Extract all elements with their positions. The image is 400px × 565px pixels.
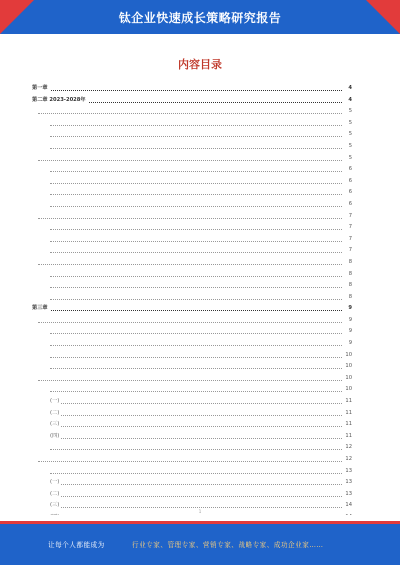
toc-entry[interactable] — [30, 129, 352, 141]
toc-entry-page: 8 — [348, 258, 352, 265]
toc-entry-page: 9 — [348, 328, 352, 335]
toc-entry[interactable] — [30, 164, 352, 176]
report-title: 钛企业快速成长策略研究报告 — [118, 11, 282, 25]
toc-entry-label: (四) — [50, 431, 61, 443]
toc-entry-page: 10 — [345, 363, 352, 370]
toc-entry-label: (一) — [50, 477, 61, 489]
toc-leader-dots — [50, 136, 342, 137]
toc-entry-label: (三) — [50, 419, 61, 431]
toc-entry-page: 13 — [345, 479, 352, 486]
page-number: 1 — [198, 509, 202, 514]
toc-entry[interactable] — [30, 269, 352, 281]
toc-leader-dots — [32, 90, 342, 91]
toc-entry-page: 6 — [348, 166, 352, 173]
toc-entry[interactable] — [30, 442, 352, 454]
toc-entry-page: 8 — [348, 270, 352, 277]
page-footer — [0, 521, 400, 565]
toc-entry-page: 12 — [345, 444, 352, 451]
toc-entry-page: 7 — [348, 235, 352, 242]
toc-entry[interactable] — [30, 257, 352, 269]
footer-tagline: 行业专家、管理专家、营销专家、战略专家、成功企业家…… — [132, 541, 324, 549]
toc-entry[interactable] — [30, 118, 352, 130]
toc-entry[interactable] — [30, 361, 352, 373]
toc-entry[interactable] — [30, 419, 352, 431]
toc-entry[interactable] — [30, 338, 352, 350]
toc-entry-page: 4 — [348, 96, 352, 103]
toc-entry-page: 6 — [348, 177, 352, 184]
toc-leader-dots — [38, 322, 342, 323]
toc-leader-dots — [38, 380, 342, 381]
toc-entry[interactable] — [30, 222, 352, 234]
toc-leader-dots — [50, 206, 342, 207]
toc-entry-page: 11 — [345, 409, 352, 416]
toc-entry-page: 12 — [345, 456, 352, 462]
toc-leader-dots — [50, 357, 342, 358]
toc-entry-page: 14 — [345, 502, 352, 509]
toc-entry-page: 8 — [348, 282, 352, 289]
toc-leader-dots — [50, 449, 342, 450]
toc-entry-page: 8 — [348, 293, 352, 300]
toc-leader-dots — [32, 310, 342, 311]
toc-leader-dots — [50, 484, 342, 485]
table-of-contents — [30, 83, 352, 515]
toc-entry-page: 10 — [345, 374, 352, 381]
toc-leader-dots — [50, 391, 342, 392]
toc-entry[interactable] — [30, 303, 352, 315]
toc-entry[interactable] — [30, 350, 352, 362]
toc-entry-label: 第二章 2023-2028年 — [32, 95, 88, 107]
toc-entry[interactable] — [30, 176, 352, 188]
toc-leader-dots — [50, 473, 342, 474]
toc-entry[interactable] — [30, 373, 352, 385]
toc-entry[interactable] — [30, 454, 352, 466]
toc-entry-page: 9 — [348, 340, 352, 347]
toc-entry[interactable] — [30, 292, 352, 304]
toc-leader-dots — [50, 438, 342, 439]
footer-accent-bar — [0, 521, 400, 524]
toc-entry-page: 11 — [345, 398, 352, 405]
toc-entry-page: 4 — [348, 85, 352, 91]
toc-leader-dots — [50, 125, 342, 126]
toc-entry[interactable] — [30, 187, 352, 199]
toc-entry[interactable] — [30, 315, 352, 327]
toc-leader-dots — [50, 426, 342, 427]
toc-entry-page: 9 — [348, 316, 352, 323]
toc-entry-page: 13 — [345, 467, 352, 474]
toc-entry-page: 10 — [345, 386, 352, 393]
toc-leader-dots — [50, 229, 342, 230]
toc-leader-dots — [50, 276, 342, 277]
toc-leader-dots — [38, 113, 342, 114]
toc-entry-label: (一) — [50, 396, 61, 408]
toc-leader-dots — [50, 415, 342, 416]
toc-entry[interactable] — [30, 466, 352, 478]
footer-slogan: 让每个人都能成为 — [48, 541, 105, 549]
toc-entry[interactable] — [30, 431, 352, 443]
toc-entry-page: 11 — [345, 421, 352, 428]
toc-leader-dots — [38, 218, 342, 219]
page-header — [0, 0, 400, 34]
toc-entry-page: 6 — [348, 200, 352, 207]
toc-entry[interactable] — [30, 211, 352, 223]
toc-entry[interactable] — [30, 245, 352, 257]
toc-title: 内容目录 — [178, 58, 222, 71]
toc-entry[interactable] — [30, 106, 352, 118]
toc-entry-label: (二) — [50, 408, 61, 420]
toc-leader-dots — [50, 403, 342, 404]
toc-leader-dots — [50, 345, 342, 346]
toc-entry-label: (三) — [50, 500, 61, 512]
toc-entry-label: 第一章 — [32, 83, 50, 95]
toc-leader-dots — [50, 171, 342, 172]
toc-entry-page: 5 — [348, 119, 352, 126]
toc-entry-page: 7 — [348, 224, 352, 231]
toc-entry[interactable] — [30, 477, 352, 489]
toc-entry-page: 9 — [348, 305, 352, 312]
toc-leader-dots — [50, 252, 342, 253]
toc-entry-page: 5 — [348, 131, 352, 138]
toc-entry-page: 6 — [348, 189, 352, 196]
toc-leader-dots — [50, 333, 342, 334]
toc-leader-dots — [50, 299, 342, 300]
toc-entry[interactable] — [30, 280, 352, 292]
toc-entry-page: 10 — [345, 351, 352, 358]
toc-entry[interactable] — [30, 396, 352, 408]
toc-leader-dots — [50, 368, 342, 369]
toc-entry[interactable] — [30, 141, 352, 153]
toc-entry[interactable] — [30, 83, 352, 95]
toc-leader-dots — [50, 287, 342, 288]
toc-entry[interactable] — [30, 408, 352, 420]
toc-entry-page: 11 — [345, 432, 352, 439]
toc-entry-page: 13 — [345, 490, 352, 497]
toc-leader-dots — [50, 496, 342, 497]
toc-entry[interactable] — [30, 95, 352, 107]
toc-entry-page: 7 — [348, 212, 352, 219]
toc-leader-dots — [50, 148, 342, 149]
toc-entry[interactable] — [30, 199, 352, 211]
toc-leader-dots — [38, 461, 342, 462]
toc-entry[interactable] — [30, 234, 352, 246]
toc-entry[interactable] — [30, 384, 352, 396]
toc-leader-dots — [38, 264, 342, 265]
toc-entry-page: 5 — [348, 154, 352, 161]
toc-entry-page: 7 — [348, 247, 352, 254]
toc-entry-page: 5 — [348, 142, 352, 149]
toc-leader-dots — [50, 194, 342, 195]
toc-leader-dots — [38, 160, 342, 161]
toc-leader-dots — [50, 241, 342, 242]
toc-entry[interactable] — [30, 153, 352, 165]
toc-entry-page: 5 — [348, 108, 352, 115]
toc-leader-dots — [50, 183, 342, 184]
toc-entry-label: (二) — [50, 489, 61, 501]
toc-entry[interactable] — [30, 326, 352, 338]
toc-entry[interactable] — [30, 489, 352, 501]
toc-entry-label: 第三章 — [32, 303, 50, 315]
